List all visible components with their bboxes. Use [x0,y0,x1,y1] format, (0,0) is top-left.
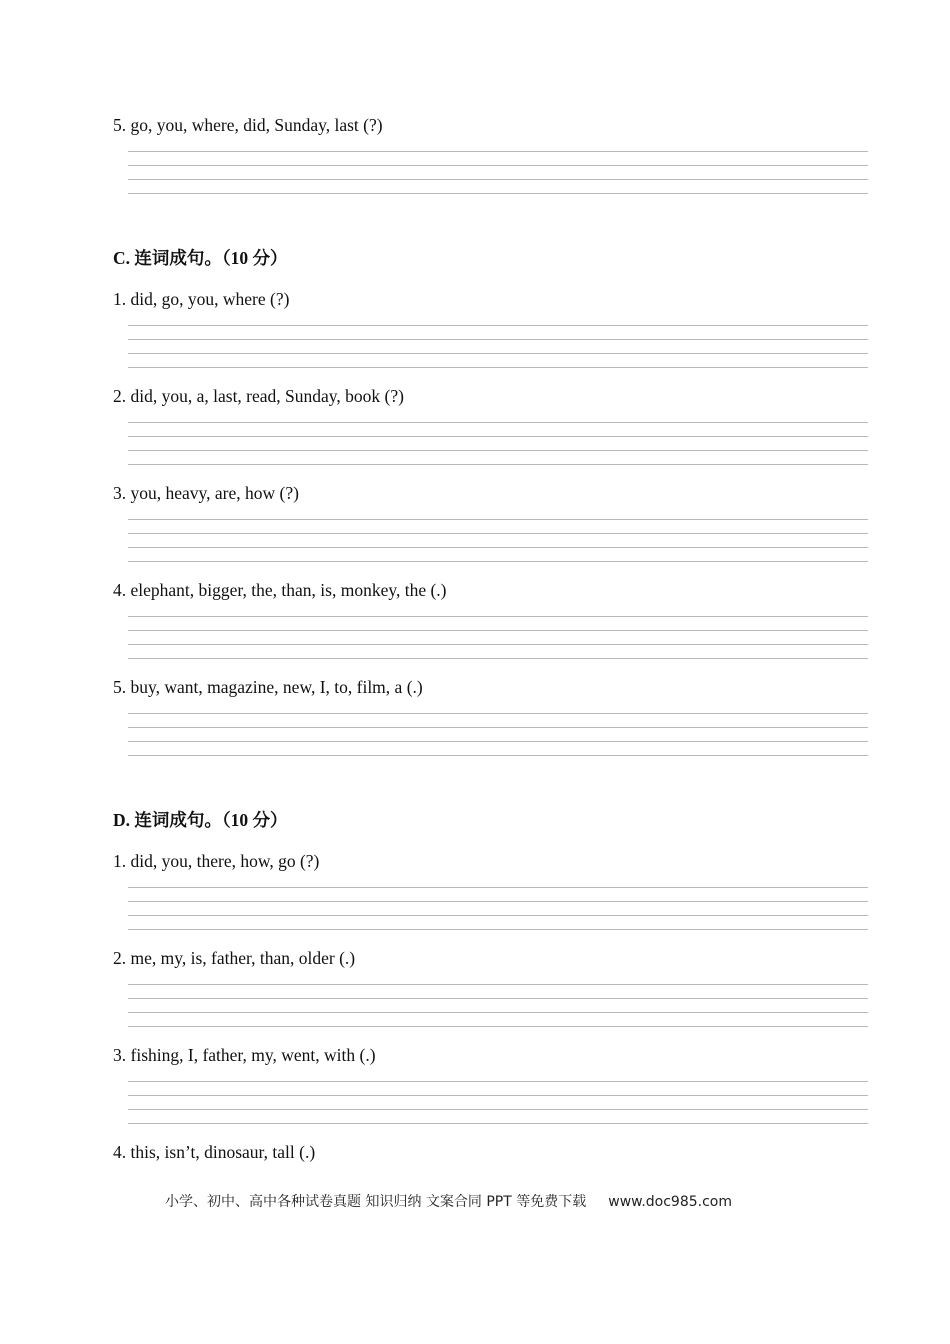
question-c1: 1. did, go, you, where (?) [113,289,290,309]
answer-lines-c4 [128,616,868,660]
question-d1: 1. did, you, there, how, go (?) [113,851,320,871]
section-c-heading: C. 连词成句。（10 分） [113,248,288,268]
question-b5: 5. go, you, where, did, Sunday, last (?) [113,115,383,135]
footer-text: 小学、初中、高中各种试卷真题 知识归纳 文案合同 PPT 等免费下载 [165,1194,587,1210]
answer-lines-b5 [128,151,868,195]
question-d3: 3. fishing, I, father, my, went, with (.) [113,1045,376,1065]
question-c4: 4. elephant, bigger, the, than, is, monkey, the (.) [113,580,447,600]
question-c2: 2. did, you, a, last, read, Sunday, book (?) [113,386,404,406]
answer-lines-d1 [128,887,868,931]
answer-lines-d3 [128,1081,868,1125]
answer-lines-c1 [128,325,868,369]
question-d2: 2. me, my, is, father, than, older (.) [113,948,356,968]
question-c5: 5. buy, want, magazine, new, I, to, film, a (.) [113,677,423,697]
page-footer [165,1191,732,1211]
answer-lines-c5 [128,713,868,757]
answer-lines-d2 [128,984,868,1028]
section-d-heading: D. 连词成句。（10 分） [113,810,288,830]
footer-url[interactable]: www.doc985.com [608,1194,732,1210]
question-c3: 3. you, heavy, are, how (?) [113,483,299,503]
answer-lines-c2 [128,422,868,466]
answer-lines-c3 [128,519,868,563]
question-d4: 4. this, isn’t, dinosaur, tall (.) [113,1142,316,1162]
